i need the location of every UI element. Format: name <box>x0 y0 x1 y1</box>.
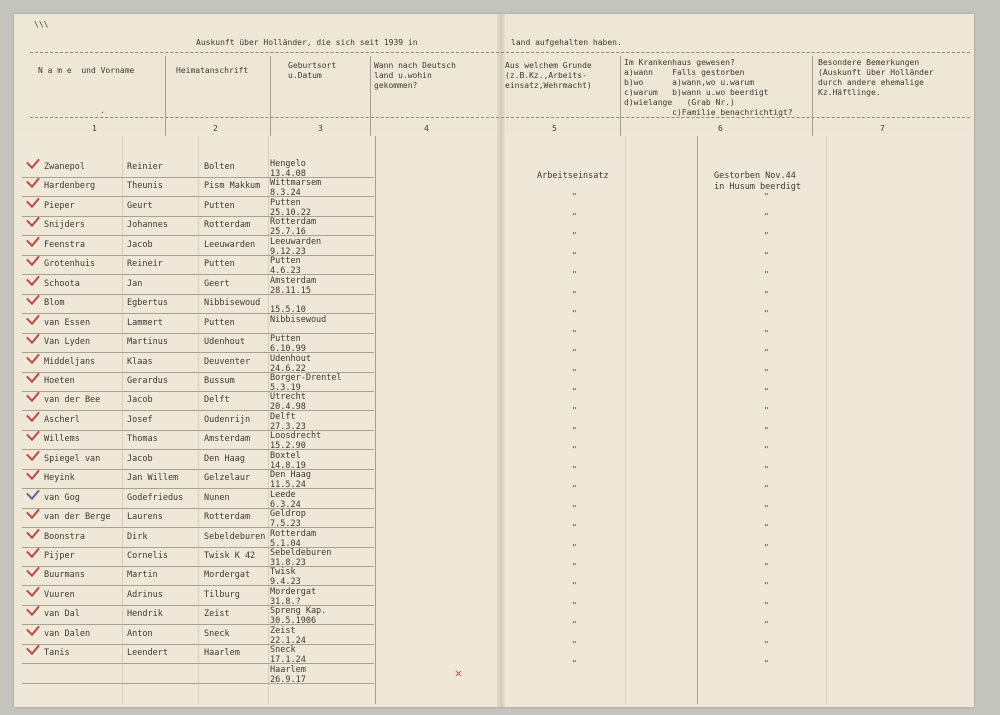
ditto-bemerkung: " <box>764 562 769 571</box>
row-heimat: Geert <box>204 278 230 289</box>
ditto-bemerkung: " <box>764 289 769 299</box>
ditto-bemerkung: " <box>764 445 769 455</box>
table-row <box>0 664 1000 688</box>
row-datum: 5.1.04 <box>270 538 301 549</box>
row-datum: 15.5.10 <box>270 305 306 316</box>
col-num-4: 4 <box>424 124 429 133</box>
ditto-grund: " <box>572 620 577 630</box>
ditto-grund: " <box>572 386 577 396</box>
row-vorname: Lammert <box>127 317 163 328</box>
row-heimat: Deuventer <box>204 356 251 367</box>
col-head-wann: Wann nach Deutsch land u.wohin gekommen? <box>374 61 456 90</box>
row-geburtsort: Rotterdam <box>270 528 317 539</box>
ditto-bemerkung: " <box>764 464 769 474</box>
ditto-bemerkung: " <box>764 231 769 241</box>
row-rule <box>22 274 374 275</box>
check-mark <box>26 645 40 657</box>
ditto-bemerkung: " <box>764 309 769 319</box>
check-mark <box>26 606 40 618</box>
row-name: Boonstra <box>44 531 85 542</box>
col-num-3: 3 <box>318 124 323 133</box>
row-heimat: Bussum <box>204 375 235 386</box>
table-row <box>0 411 1000 435</box>
check-mark <box>26 237 40 249</box>
row-datum: 14.8.19 <box>270 460 306 471</box>
row-geburtsort: Spreng Kap. <box>270 606 327 617</box>
check-mark <box>26 626 40 638</box>
row-geburtsort: Leede <box>270 489 296 500</box>
table-row <box>0 353 1000 377</box>
row-datum: 26.9.17 <box>270 674 306 685</box>
row-rule <box>22 196 374 197</box>
row-datum: 28.11.15 <box>270 285 311 296</box>
row-heimat: Sebeldeburen <box>204 531 266 542</box>
row-vorname: Josef <box>127 414 153 425</box>
table-row <box>0 586 1000 610</box>
row-vorname: Laurens <box>127 512 163 523</box>
row-name: Pieper <box>44 200 75 211</box>
row-geburtsort: Rotterdam <box>270 217 317 228</box>
row-geburtsort: Amsterdam <box>270 275 317 286</box>
row-heimat: Amsterdam <box>204 434 251 445</box>
check-mark <box>26 159 40 171</box>
row-vorname: Cornelis <box>127 551 168 561</box>
row-vorname: Geurt <box>127 200 153 211</box>
row-vorname: Johannes <box>127 220 168 231</box>
ditto-grund: " <box>572 542 577 552</box>
ditto-grund: " <box>572 348 577 358</box>
row-geburtsort: Den Haag <box>270 470 311 481</box>
row-heimat: Tilburg <box>204 589 240 600</box>
check-mark <box>26 431 40 443</box>
row-geburtsort: Geldrop <box>270 509 306 520</box>
row-geburtsort: Putten <box>270 197 301 208</box>
ditto-bemerkung: " <box>764 639 769 649</box>
row-heimat: Rotterdam <box>204 512 251 523</box>
row-datum: 11.5.24 <box>270 480 306 491</box>
ditto-grund: " <box>572 270 577 280</box>
row-rule <box>22 333 374 334</box>
row-name: Blom <box>44 298 65 309</box>
header-divider <box>620 56 621 136</box>
row-datum: 24.6.22 <box>270 363 306 374</box>
row-rule <box>22 469 374 470</box>
row-vorname: Jan Willem <box>127 473 179 484</box>
row-datum: 20.4.98 <box>270 402 306 413</box>
table-row <box>0 159 1000 182</box>
row-geburtsort: Boxtel <box>270 450 301 461</box>
row-name: van der Berge <box>44 512 111 523</box>
ditto-grund: " <box>572 639 577 649</box>
header-divider <box>370 56 371 136</box>
ditto-bemerkung: " <box>764 270 769 280</box>
ditto-bemerkung: " <box>764 348 769 358</box>
ditto-bemerkung: " <box>764 367 769 377</box>
row-geburtsort: Udenhout <box>270 353 311 364</box>
ditto-grund: " <box>572 425 577 435</box>
row-datum: 22.1.24 <box>270 635 306 646</box>
row-geburtsort: Delft <box>270 411 296 422</box>
row-rule <box>22 566 374 567</box>
corner-mark: \\\ <box>34 20 49 29</box>
row-datum: 27.3.23 <box>270 421 306 432</box>
check-mark <box>26 315 40 327</box>
row-rule <box>22 449 374 450</box>
row-vorname: Dirk <box>127 531 148 542</box>
table-row <box>0 392 1000 416</box>
row-geburtsort: Sneck <box>270 645 296 656</box>
row-name: Vuuren <box>44 589 75 600</box>
ditto-grund: " <box>572 445 577 455</box>
form-title-left: Auskunft über Holländer, die sich seit 1939 in <box>196 38 418 47</box>
check-mark <box>26 567 40 579</box>
table-row <box>0 606 1000 630</box>
row-rule <box>22 683 374 684</box>
row-heimat: Zeist <box>204 609 230 620</box>
table-row <box>0 548 1000 571</box>
row-geburtsort: Loosdrecht <box>270 431 322 442</box>
row-name: Tanis <box>44 648 70 659</box>
table-row <box>0 450 1000 474</box>
row-datum: 7.5.23 <box>270 519 301 530</box>
check-mark <box>26 178 40 190</box>
row-heimat: Sneck <box>204 628 230 639</box>
row-rule <box>22 644 374 645</box>
row-heimat: Den Haag <box>204 453 245 464</box>
check-mark <box>26 451 40 463</box>
row-vorname: Hendrik <box>127 609 163 620</box>
row-rule <box>22 216 374 217</box>
row-datum: 13.4.08 <box>270 169 306 179</box>
row-rule <box>22 585 374 586</box>
ditto-grund: " <box>572 211 577 221</box>
row-rule <box>22 488 374 489</box>
row-heimat: Haarlem <box>204 648 240 659</box>
check-mark <box>26 490 40 502</box>
row-vorname: Jan <box>127 278 143 289</box>
row-rule <box>22 352 374 353</box>
check-mark <box>26 392 40 404</box>
ditto-bemerkung: " <box>764 600 769 610</box>
col-head-geburt: Geburtsort u.Datum <box>288 61 337 80</box>
check-mark <box>26 354 40 366</box>
row-geburtsort: Putten <box>270 334 301 345</box>
row-geburtsort: Nibbisewoud <box>270 314 327 325</box>
ditto-grund: " <box>572 659 577 669</box>
row-name: Middeljans <box>44 356 96 367</box>
ditto-bemerkung: " <box>764 211 769 221</box>
row-vorname: Leendert <box>127 648 168 659</box>
row-heimat: Putten <box>204 259 235 270</box>
row-geburtsort: Leeuwarden <box>270 236 322 247</box>
row-name: van Gog <box>44 492 80 503</box>
col-head-krankenhaus: Im Krankenhaus gewesen? a)wann Falls gestorben b)wo a)wann,wo u.warum c)warum b)wann u.wo beerdigt d)wielange (Grab Nr.) c)Familie benachrichtigt? <box>624 58 793 117</box>
table-row <box>0 197 1000 221</box>
table-row <box>0 334 1000 358</box>
col-num-5: 5 <box>552 124 557 133</box>
table-row <box>0 625 1000 649</box>
row-geburtsort: Borger-Drentel <box>270 372 342 383</box>
row-datum: 4.6.23 <box>270 266 301 277</box>
row-heimat: Pism Makkum <box>204 181 261 192</box>
ditto-grund: " <box>572 328 577 338</box>
row-name: van Dal <box>44 609 80 620</box>
row-name: Hardenberg <box>44 181 96 192</box>
ditto-bemerkung: " <box>764 406 769 416</box>
table-row <box>0 256 1000 280</box>
row-rule <box>22 255 374 256</box>
ditto-bemerkung: " <box>764 484 769 494</box>
check-mark <box>26 276 40 288</box>
row-rule <box>22 663 374 664</box>
col-head-name: N a m e und Vorname <box>38 66 135 75</box>
ditto-grund: " <box>572 503 577 513</box>
row-name: Ascherl <box>44 414 80 425</box>
row-name: Grotenhuis <box>44 259 96 270</box>
row-name: Schoota <box>44 278 80 289</box>
row-heimat: Leeuwarden <box>204 239 256 250</box>
row-datum: 6.10.99 <box>270 344 306 355</box>
row-heimat: Udenhout <box>204 337 245 348</box>
row-datum: 6.3.24 <box>270 499 301 510</box>
row-datum: 31.8.? <box>270 596 301 607</box>
ditto-grund: " <box>572 464 577 474</box>
header-divider <box>812 56 813 136</box>
row-vorname: Martinus <box>127 337 168 348</box>
table-row <box>0 567 1000 591</box>
row-heimat: Mordergat <box>204 570 251 581</box>
ditto-bemerkung: " <box>764 523 769 533</box>
table-row <box>0 217 1000 241</box>
ditto-grund: " <box>572 406 577 416</box>
row-heimat: Gelzelaur <box>204 473 251 484</box>
row-vorname: Jacob <box>127 395 153 406</box>
col-num-1: 1 <box>92 124 97 133</box>
col-head-bemerkung: Besondere Bemerkungen (Auskunft über Holländer durch andere ehemalige Kz.Häftlinge. <box>818 58 934 97</box>
table-row <box>0 528 1000 552</box>
check-mark <box>26 548 40 560</box>
ditto-bemerkung: " <box>764 386 769 396</box>
col-num-6: 6 <box>718 124 723 133</box>
row-vorname: Jacob <box>127 239 153 250</box>
table-row <box>0 314 1000 338</box>
row-vorname: Anton <box>127 628 153 639</box>
check-mark <box>26 334 40 346</box>
table-row <box>0 431 1000 455</box>
row-name: van der Bee <box>44 395 101 406</box>
row-name: van Essen <box>44 317 91 328</box>
row-datum: 15.2.90 <box>270 441 306 452</box>
col-head-grund: Aus welchem Grunde (z.B.Kz.,Arbeits- einsatz,Wehrmacht) <box>505 61 592 90</box>
ditto-grund: " <box>572 289 577 299</box>
table-row <box>0 470 1000 494</box>
row-heimat: Bolten <box>204 162 235 172</box>
row-geburtsort: Sebeldeburen <box>270 548 332 558</box>
ditto-bemerkung: " <box>764 328 769 338</box>
row-geburtsort: Haarlem <box>270 664 306 675</box>
row-geburtsort: Hengelo <box>270 159 306 169</box>
row-vorname: Reinier <box>127 162 163 172</box>
row-vorname: Adrinus <box>127 589 163 600</box>
ditto-bemerkung: " <box>764 581 769 591</box>
row-name: Willems <box>44 434 80 445</box>
row-rule <box>22 624 374 625</box>
row-heimat: Nibbisewoud <box>204 298 261 309</box>
row-rule <box>22 391 374 392</box>
form-title-right: land aufgehalten haben. <box>511 38 622 47</box>
col1-dot: . <box>100 106 105 115</box>
row-heimat: Nunen <box>204 492 230 503</box>
row-datum: 9.12.23 <box>270 246 306 257</box>
table-row <box>0 178 1000 202</box>
row-geburtsort: Mordergat <box>270 586 317 597</box>
row-vorname: Theunis <box>127 181 163 192</box>
ditto-grund: " <box>572 600 577 610</box>
header-rule-top <box>30 52 970 53</box>
ditto-grund: " <box>572 562 577 571</box>
row-rule <box>22 430 374 431</box>
check-mark <box>26 509 40 521</box>
row-vorname: Gerardus <box>127 375 168 386</box>
header-divider <box>165 56 166 136</box>
col-num-2: 2 <box>213 124 218 133</box>
row-rule <box>22 177 374 178</box>
col-num-7: 7 <box>880 124 885 133</box>
check-mark <box>26 412 40 424</box>
row-geburtsort: Utrecht <box>270 392 306 403</box>
row-heimat: Rotterdam <box>204 220 251 231</box>
row-vorname: Reineir <box>127 259 163 270</box>
table-row <box>0 645 1000 669</box>
ditto-grund: " <box>572 192 577 202</box>
row-name: Spiegel van <box>44 453 101 464</box>
row-datum: 17.1.24 <box>270 655 306 666</box>
row-rule <box>22 508 374 509</box>
row-name: Pijper <box>44 551 75 561</box>
table-row <box>0 275 1000 299</box>
row-heimat: Oudenrijn <box>204 414 251 425</box>
header-rule-bottom <box>30 117 970 118</box>
row-rule <box>22 294 374 295</box>
table-row <box>0 489 1000 513</box>
ditto-grund: " <box>572 231 577 241</box>
check-mark <box>26 295 40 307</box>
row-vorname: Martin <box>127 570 158 581</box>
row-heimat: Twisk K 42 <box>204 551 256 561</box>
row-vorname: Godefriedus <box>127 492 184 503</box>
check-mark <box>26 587 40 599</box>
table-row <box>0 509 1000 533</box>
table-row <box>0 372 1000 396</box>
row-vorname: Klaas <box>127 356 153 367</box>
row-datum: 31.8.23 <box>270 558 306 568</box>
row-datum: 25.10.22 <box>270 207 311 218</box>
row-name: Van Lyden <box>44 337 91 348</box>
ditto-grund: " <box>572 523 577 533</box>
row-geburtsort: Wittmarsem <box>270 178 322 189</box>
row-datum: 25.7.16 <box>270 227 306 238</box>
check-mark <box>26 373 40 385</box>
check-mark <box>26 529 40 541</box>
ditto-bemerkung: " <box>764 620 769 630</box>
ditto-grund: " <box>572 367 577 377</box>
row-name: Zwanepol <box>44 162 85 172</box>
check-mark <box>26 198 40 210</box>
ditto-grund: " <box>572 250 577 260</box>
row-datum: 30.5.1906 <box>270 616 317 627</box>
row-name: Snijders <box>44 220 85 231</box>
row-vorname: Egbertus <box>127 298 168 309</box>
row-name: Heyink <box>44 473 75 484</box>
row-name: Feenstra <box>44 239 85 250</box>
row-heimat: Putten <box>204 200 235 211</box>
row-rule <box>22 410 374 411</box>
col-head-heimat: Heimatanschrift <box>176 66 249 75</box>
row-datum: 5.3.19 <box>270 382 301 393</box>
ditto-bemerkung: " <box>764 659 769 669</box>
table-row <box>0 298 1000 318</box>
ditto-bemerkung: " <box>764 542 769 552</box>
row-name: van Dalen <box>44 628 91 639</box>
row-heimat: Delft <box>204 395 230 406</box>
ditto-bemerkung: " <box>764 192 769 202</box>
row-geburtsort: Putten <box>270 256 301 267</box>
bemerkung-first: Gestorben Nov.44 in Husum beerdigt <box>714 171 801 192</box>
ditto-grund: " <box>572 484 577 494</box>
check-mark <box>26 217 40 229</box>
red-tick-mark <box>455 670 462 677</box>
row-vorname: Jacob <box>127 453 153 464</box>
ditto-grund: " <box>572 309 577 319</box>
ditto-bemerkung: " <box>764 425 769 435</box>
row-name: Hoeten <box>44 375 75 386</box>
table-row <box>0 236 1000 260</box>
row-heimat: Putten <box>204 317 235 328</box>
row-geburtsort: Zeist <box>270 625 296 636</box>
row-datum: 9.4.23 <box>270 577 301 588</box>
grund-first: Arbeitseinsatz <box>537 171 609 181</box>
row-geburtsort: Twisk <box>270 567 296 578</box>
ditto-bemerkung: " <box>764 250 769 260</box>
check-mark <box>26 256 40 268</box>
check-mark <box>26 470 40 482</box>
row-datum: 8.3.24 <box>270 188 301 199</box>
row-name: Buurmans <box>44 570 85 581</box>
ditto-grund: " <box>572 581 577 591</box>
row-rule <box>22 235 374 236</box>
header-divider <box>270 56 271 136</box>
row-vorname: Thomas <box>127 434 158 445</box>
ditto-bemerkung: " <box>764 503 769 513</box>
row-rule <box>22 527 374 528</box>
